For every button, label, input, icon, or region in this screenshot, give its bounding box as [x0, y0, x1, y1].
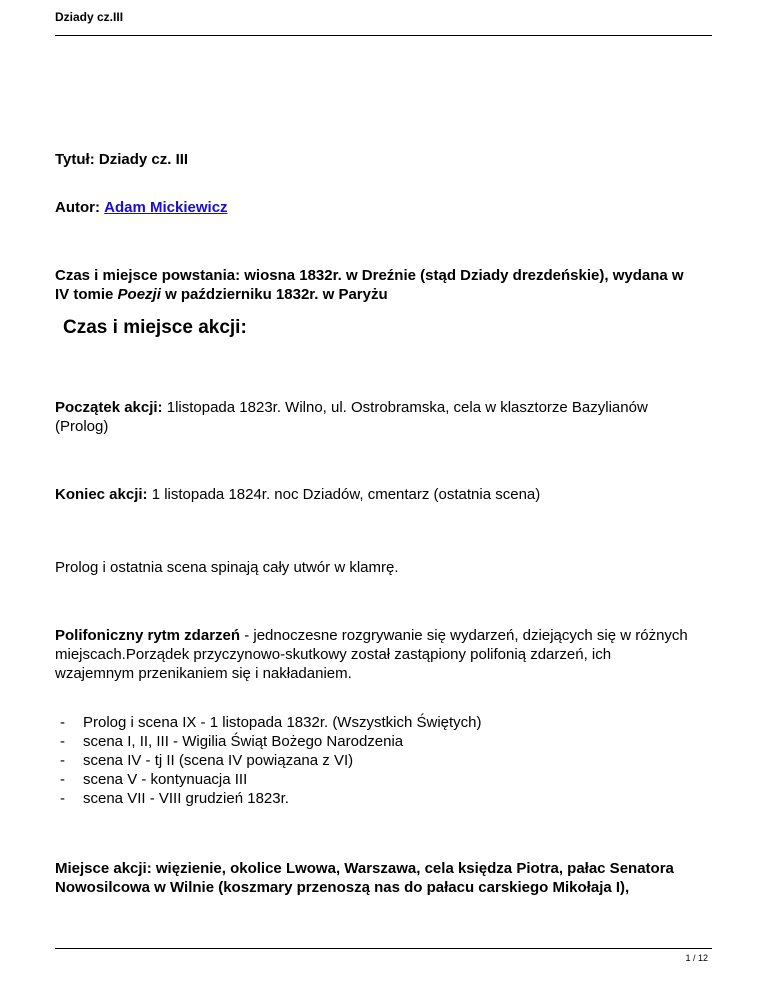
place-paragraph: [55, 859, 715, 897]
frame-note: Prolog i ostatnia scena spinają cały utwór w klamrę.: [55, 559, 399, 576]
title-label: Tytuł:: [55, 151, 95, 168]
list-item: - Prolog i scena IX - 1 listopada 1832r. (Wszystkich Świętych): [60, 714, 482, 731]
place-line-1: Miejsce akcji: więzienie, okolice Lwowa, Warszawa, cela księdza Piotra, pałac Senatora: [55, 860, 674, 877]
start-text-2: (Prolog): [55, 418, 109, 435]
origin-italic-title: Poezji: [117, 286, 161, 303]
scene-list-container: [55, 713, 715, 808]
title-value: Dziady cz. III: [98, 151, 189, 168]
polyphony-paragraph: [55, 626, 715, 683]
end-text: 1 listopada 1824r. noc Dziadów, cmentarz (ostatnia scena): [151, 486, 541, 503]
polyphony-text-3: wzajemnym przenikaniem się i nakładaniem.: [55, 665, 352, 682]
page-number: 1 / 12: [685, 953, 708, 963]
polyphony-label: Polifoniczny rytm zdarzeń: [55, 627, 241, 644]
origin-line-1: Czas i miejsce powstania: wiosna 1832r. w Dreźnie (stąd Dziady drezdeńskie), wydana w: [55, 267, 684, 284]
polyphony-text-1: - jednoczesne rozgrywanie się wydarzeń, dziejących się w różnych: [244, 627, 688, 644]
end-paragraph: [55, 485, 715, 504]
place-line-2: Nowosilcowa w Wilnie (koszmary przenoszą nas do pałacu carskiego Mikołaja I),: [55, 879, 630, 896]
scene-list: [55, 713, 715, 808]
header-title: Dziady cz.III: [55, 10, 124, 24]
end-label: Koniec akcji:: [55, 486, 148, 503]
list-item: - scena IV - tj II (scena IV powiązana z VI): [60, 752, 354, 769]
polyphony-text-2: miejscach.Porządek przyczynowo-skutkowy został zastąpiony polifonią zdarzeń, ich: [55, 646, 612, 663]
start-label: Początek akcji:: [55, 399, 163, 416]
list-item: - scena VII - VIII grudzień 1823r.: [60, 790, 289, 807]
footer-divider: [55, 948, 712, 949]
list-item: - scena I, II, III - Wigilia Świąt Bożego Narodzenia: [60, 733, 404, 750]
origin-line-2: IV tomie Poezji w październiku 1832r. w Paryżu: [55, 286, 388, 303]
title-line: [55, 150, 715, 169]
author-line: [55, 198, 715, 217]
origin-paragraph: [55, 266, 715, 304]
section-heading: Czas i miejsce akcji:: [63, 317, 247, 338]
list-item: - scena V - kontynuacja III: [60, 771, 248, 788]
start-text: 1listopada 1823r. Wilno, ul. Ostrobramska, cela w klasztorze Bazylianów: [166, 399, 648, 416]
author-label: Autor:: [55, 199, 100, 216]
start-paragraph: [55, 398, 715, 436]
header-divider: [55, 35, 712, 36]
author-link[interactable]: Adam Mickiewicz: [104, 199, 228, 216]
